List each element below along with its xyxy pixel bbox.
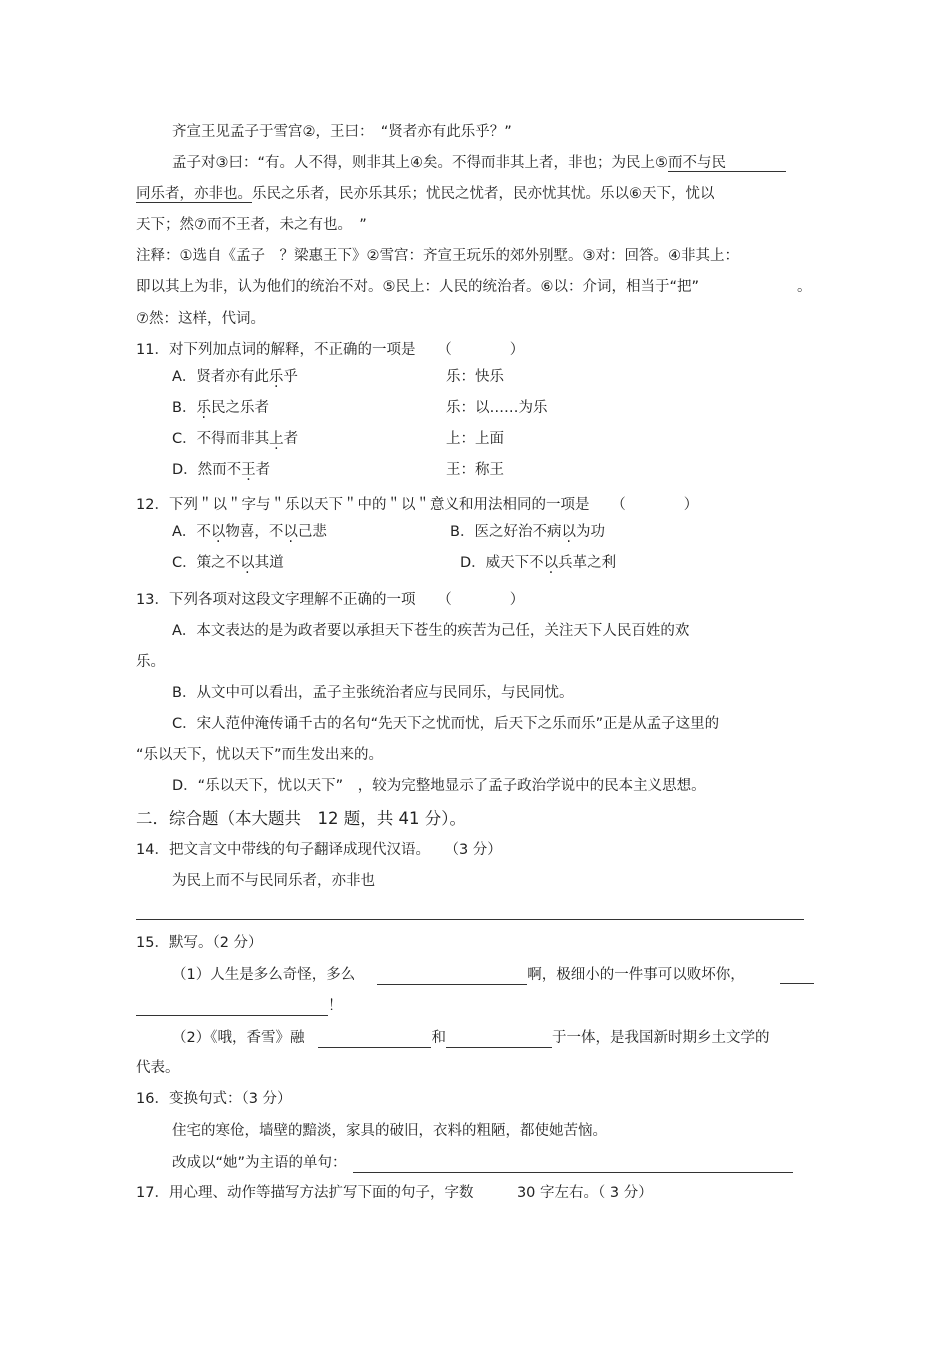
passage-line-4: 天下；然⑦而不王者，未之有也。 ”	[136, 217, 367, 233]
q12-option-a	[172, 522, 327, 542]
q11-option-a	[172, 367, 298, 387]
passage-line-2	[172, 153, 786, 173]
q15-stem: 15．默写。（2 分）	[136, 935, 263, 951]
q11-d-post: 者	[255, 462, 271, 478]
q12-a-post: 己悲	[297, 524, 327, 540]
q15-blank-3[interactable]	[318, 1027, 431, 1048]
q16-prompt	[172, 1152, 793, 1173]
note-line-3: ⑦然：这样，代词。	[136, 311, 265, 327]
q11-option-d	[172, 460, 270, 480]
q13-option-a-line-2: 乐。	[136, 654, 165, 670]
q12-d-post: 兵革之利	[558, 555, 617, 571]
q12-a-mid: 物喜，不	[225, 524, 284, 540]
q16-sentence: 住宅的寒伧，墙壁的黯淡，家具的破旧，衣料的粗陋，都使她苦恼。	[172, 1123, 607, 1139]
q15-line-3	[172, 1027, 769, 1048]
q12-c-post: 其道	[254, 555, 284, 571]
q11-stem: 11．对下列加点词的解释，不正确的一项是 （ ）	[136, 342, 525, 358]
q12-a-pre: A．不	[172, 524, 211, 540]
q11-a-post: 乎	[283, 369, 298, 385]
q11-c-dotted-word: 上	[269, 431, 284, 447]
q13-option-c-line-2: “乐以天下，忧以天下”而生发出来的。	[136, 747, 384, 763]
passage-line-2-text: 孟子对③曰：“有。人不得，则非其上④矣。不得而非其上者，非也；为民上⑤	[172, 155, 669, 171]
q11-d-pre: D．然而不	[172, 462, 242, 478]
q15-line-1	[172, 964, 745, 985]
q12-option-c	[172, 553, 284, 573]
q14-answer-line[interactable]	[136, 919, 804, 920]
q16-answer-blank[interactable]	[353, 1152, 793, 1173]
q13-option-a-line-1: A．本文表达的是为政者要以承担天下苍生的疾苦为己任，关注天下人民百姓的欢	[172, 623, 690, 639]
q12-option-b	[450, 522, 605, 542]
q15-blank-2[interactable]	[136, 995, 328, 1016]
q12-a-dotted-word: 以	[210, 524, 226, 540]
q17-stem: 17．用心理、动作等描写方法扩写下面的句子，字数 30 字左右。（ 3 分）	[136, 1185, 653, 1201]
note-line-2: 即以其上为非，认为他们的统治不对。⑤民上：人民的统治者。⑥以：介词，相当于“把”	[136, 279, 700, 295]
q16-prompt-text: 改成以“她”为主语的单句：	[172, 1155, 347, 1171]
q15-blank-4[interactable]	[446, 1027, 552, 1048]
q14-sentence: 为民上而不与民同乐者，亦非也	[172, 873, 375, 889]
q11-d-dotted-word: 王	[241, 462, 256, 478]
passage-line-3-text: 乐民之乐者，民亦乐其乐；忧民之忧者，民亦忧其忧。乐以⑥天下，忧以	[252, 186, 715, 202]
q15-line-3-text-2: 于一体，是我国新时期乡土文学的	[551, 1030, 770, 1046]
section-2-heading: 二．综合题（本大题共 12 题，共 41 分）。	[136, 809, 466, 828]
q12-a-dotted-word-2: 以	[283, 524, 298, 540]
q11-b-dotted-word: 乐	[196, 400, 211, 416]
q15-line-2	[136, 995, 343, 1016]
q12-d-dotted-word: 以	[543, 555, 559, 571]
q12-c-dotted-word: 以	[240, 555, 255, 571]
q15-line-1-text-2: 啊，极细小的一件事可以败坏你，	[527, 967, 745, 983]
q16-stem: 16．变换句式：（3 分）	[136, 1091, 292, 1107]
q12-option-d	[460, 553, 616, 573]
q11-option-d-gloss: 王：称王	[446, 462, 504, 478]
underlined-sentence-part-2: 同乐者，亦非也。	[136, 186, 252, 202]
q15-line-3-he: 和	[431, 1030, 446, 1046]
note-line-2-end: 。	[797, 279, 812, 295]
q11-c-post: 者	[283, 431, 299, 447]
passage-line-3	[136, 184, 715, 204]
q14-stem: 14．把文言文中带线的句子翻译成现代汉语。 （3 分）	[136, 842, 502, 858]
q11-a-pre: A．贤者亦有此	[172, 369, 269, 385]
q15-line-2-end: ！	[328, 998, 343, 1014]
q15-line-3-text: （2）《哦，香雪》融	[172, 1030, 305, 1046]
q11-a-dotted-word: 乐	[268, 369, 284, 385]
q13-option-d: D．“乐以天下，忧以天下” ，较为完整地显示了孟子政治学说中的民本主义思想。	[172, 778, 706, 794]
q12-d-pre: D．威天下不	[460, 555, 544, 571]
q15-line-4: 代表。	[136, 1060, 180, 1076]
q11-option-b-gloss: 乐：以……为乐	[446, 400, 548, 416]
q13-option-b: B．从文中可以看出，孟子主张统治者应与民同乐，与民同忧。	[172, 685, 574, 701]
q11-b-pre: B．	[172, 400, 197, 416]
passage-line-1: 齐宣王见孟子于雪宫②，王曰： “贤者亦有此乐乎？”	[172, 124, 512, 140]
q11-option-c	[172, 429, 298, 449]
q12-stem: 12．下列＂以＂字与＂乐以天下＂中的＂以＂意义和用法相同的一项是 （ ）	[136, 497, 699, 513]
q12-b-pre: B．医之好治不病	[450, 524, 562, 540]
q11-option-b	[172, 398, 269, 418]
note-line-1: 注释：①选自《孟子 ？梁惠王下》②雪宫：齐宣王玩乐的郊外别墅。③对：回答。④非其上：	[136, 248, 739, 264]
q13-option-c-line-1: C．宋人范仲淹传诵千古的名句“先天下之忧而忧，后天下之乐而乐”正是从孟子这里的	[172, 716, 720, 732]
q15-blank-2-start[interactable]	[780, 983, 814, 984]
q11-b-post: 民之乐者	[210, 400, 269, 416]
q15-line-1-text: （1）人生是多么奇怪，多么	[172, 967, 356, 983]
q12-b-dotted-word: 以	[561, 524, 576, 540]
q11-option-a-gloss: 乐：快乐	[446, 369, 504, 385]
q11-option-c-gloss: 上：上面	[446, 431, 504, 447]
underlined-sentence-part-1: 而不与民	[668, 155, 786, 172]
q12-b-post: 为功	[575, 524, 605, 540]
q15-blank-1[interactable]	[377, 964, 527, 985]
q12-c-pre: C．策之不	[172, 555, 241, 571]
q13-stem: 13．下列各项对这段文字理解不正确的一项 （ ）	[136, 592, 525, 608]
q11-c-pre: C．不得而非其	[172, 431, 270, 447]
